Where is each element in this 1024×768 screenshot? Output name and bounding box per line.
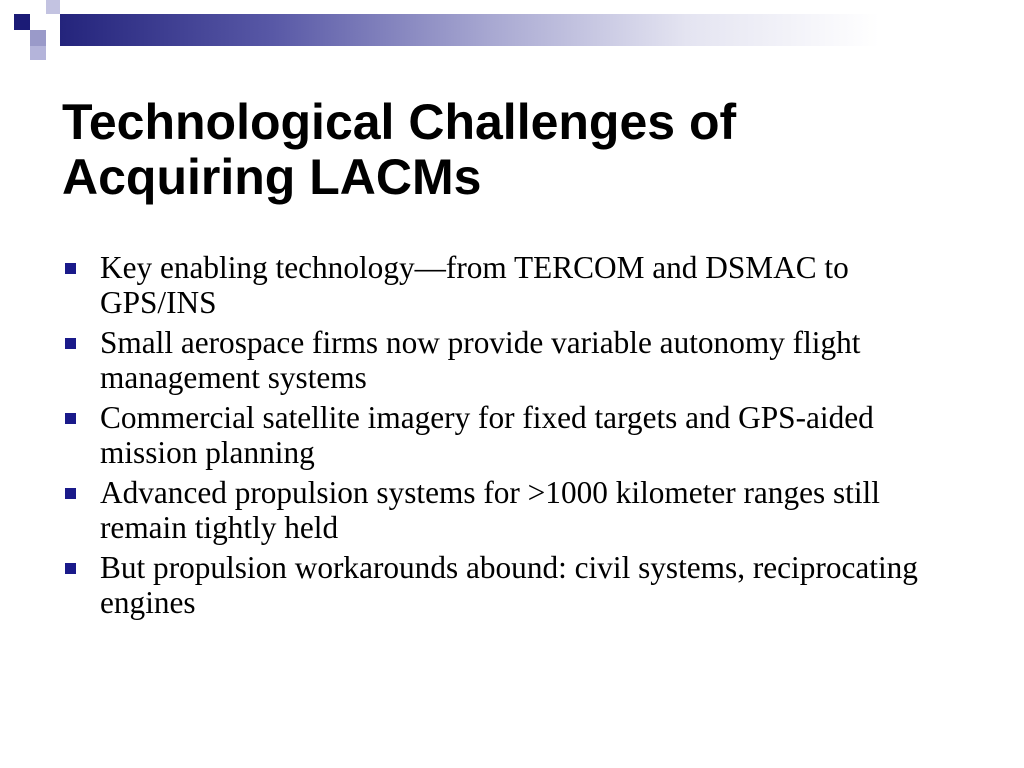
bullet-item: [0, 251, 945, 320]
bullet-item: [0, 551, 945, 620]
bullet-text: Key enabling technology—from TERCOM and DSMAC to GPS/INS: [100, 250, 849, 320]
bullet-text: But propulsion workarounds abound: civil systems, reciprocating engines: [100, 550, 918, 620]
square-bullet-icon: [65, 488, 76, 499]
square-bullet-icon: [65, 338, 76, 349]
bullet-item: [0, 326, 945, 395]
decor-square-lavender: [30, 30, 46, 46]
decor-square-lavender: [46, 0, 60, 14]
square-bullet-icon: [65, 263, 76, 274]
square-bullet-icon: [65, 413, 76, 424]
bullet-text: Small aerospace firms now provide variable autonomy flight management systems: [100, 325, 861, 395]
bullet-item: [0, 401, 945, 470]
bullet-text: Advanced propulsion systems for >1000 kilometer ranges still remain tightly held: [100, 475, 880, 545]
bullet-item: [0, 476, 945, 545]
bullet-text: Commercial satellite imagery for fixed targets and GPS-aided mission planning: [100, 400, 874, 470]
bullet-list: [0, 251, 945, 626]
slide-title: Technological Challenges of Acquiring LACMs: [62, 94, 737, 205]
square-bullet-icon: [65, 563, 76, 574]
decor-square-navy: [14, 14, 30, 30]
header-gradient-bar: [60, 14, 1024, 46]
decor-square-lavender: [30, 46, 46, 60]
